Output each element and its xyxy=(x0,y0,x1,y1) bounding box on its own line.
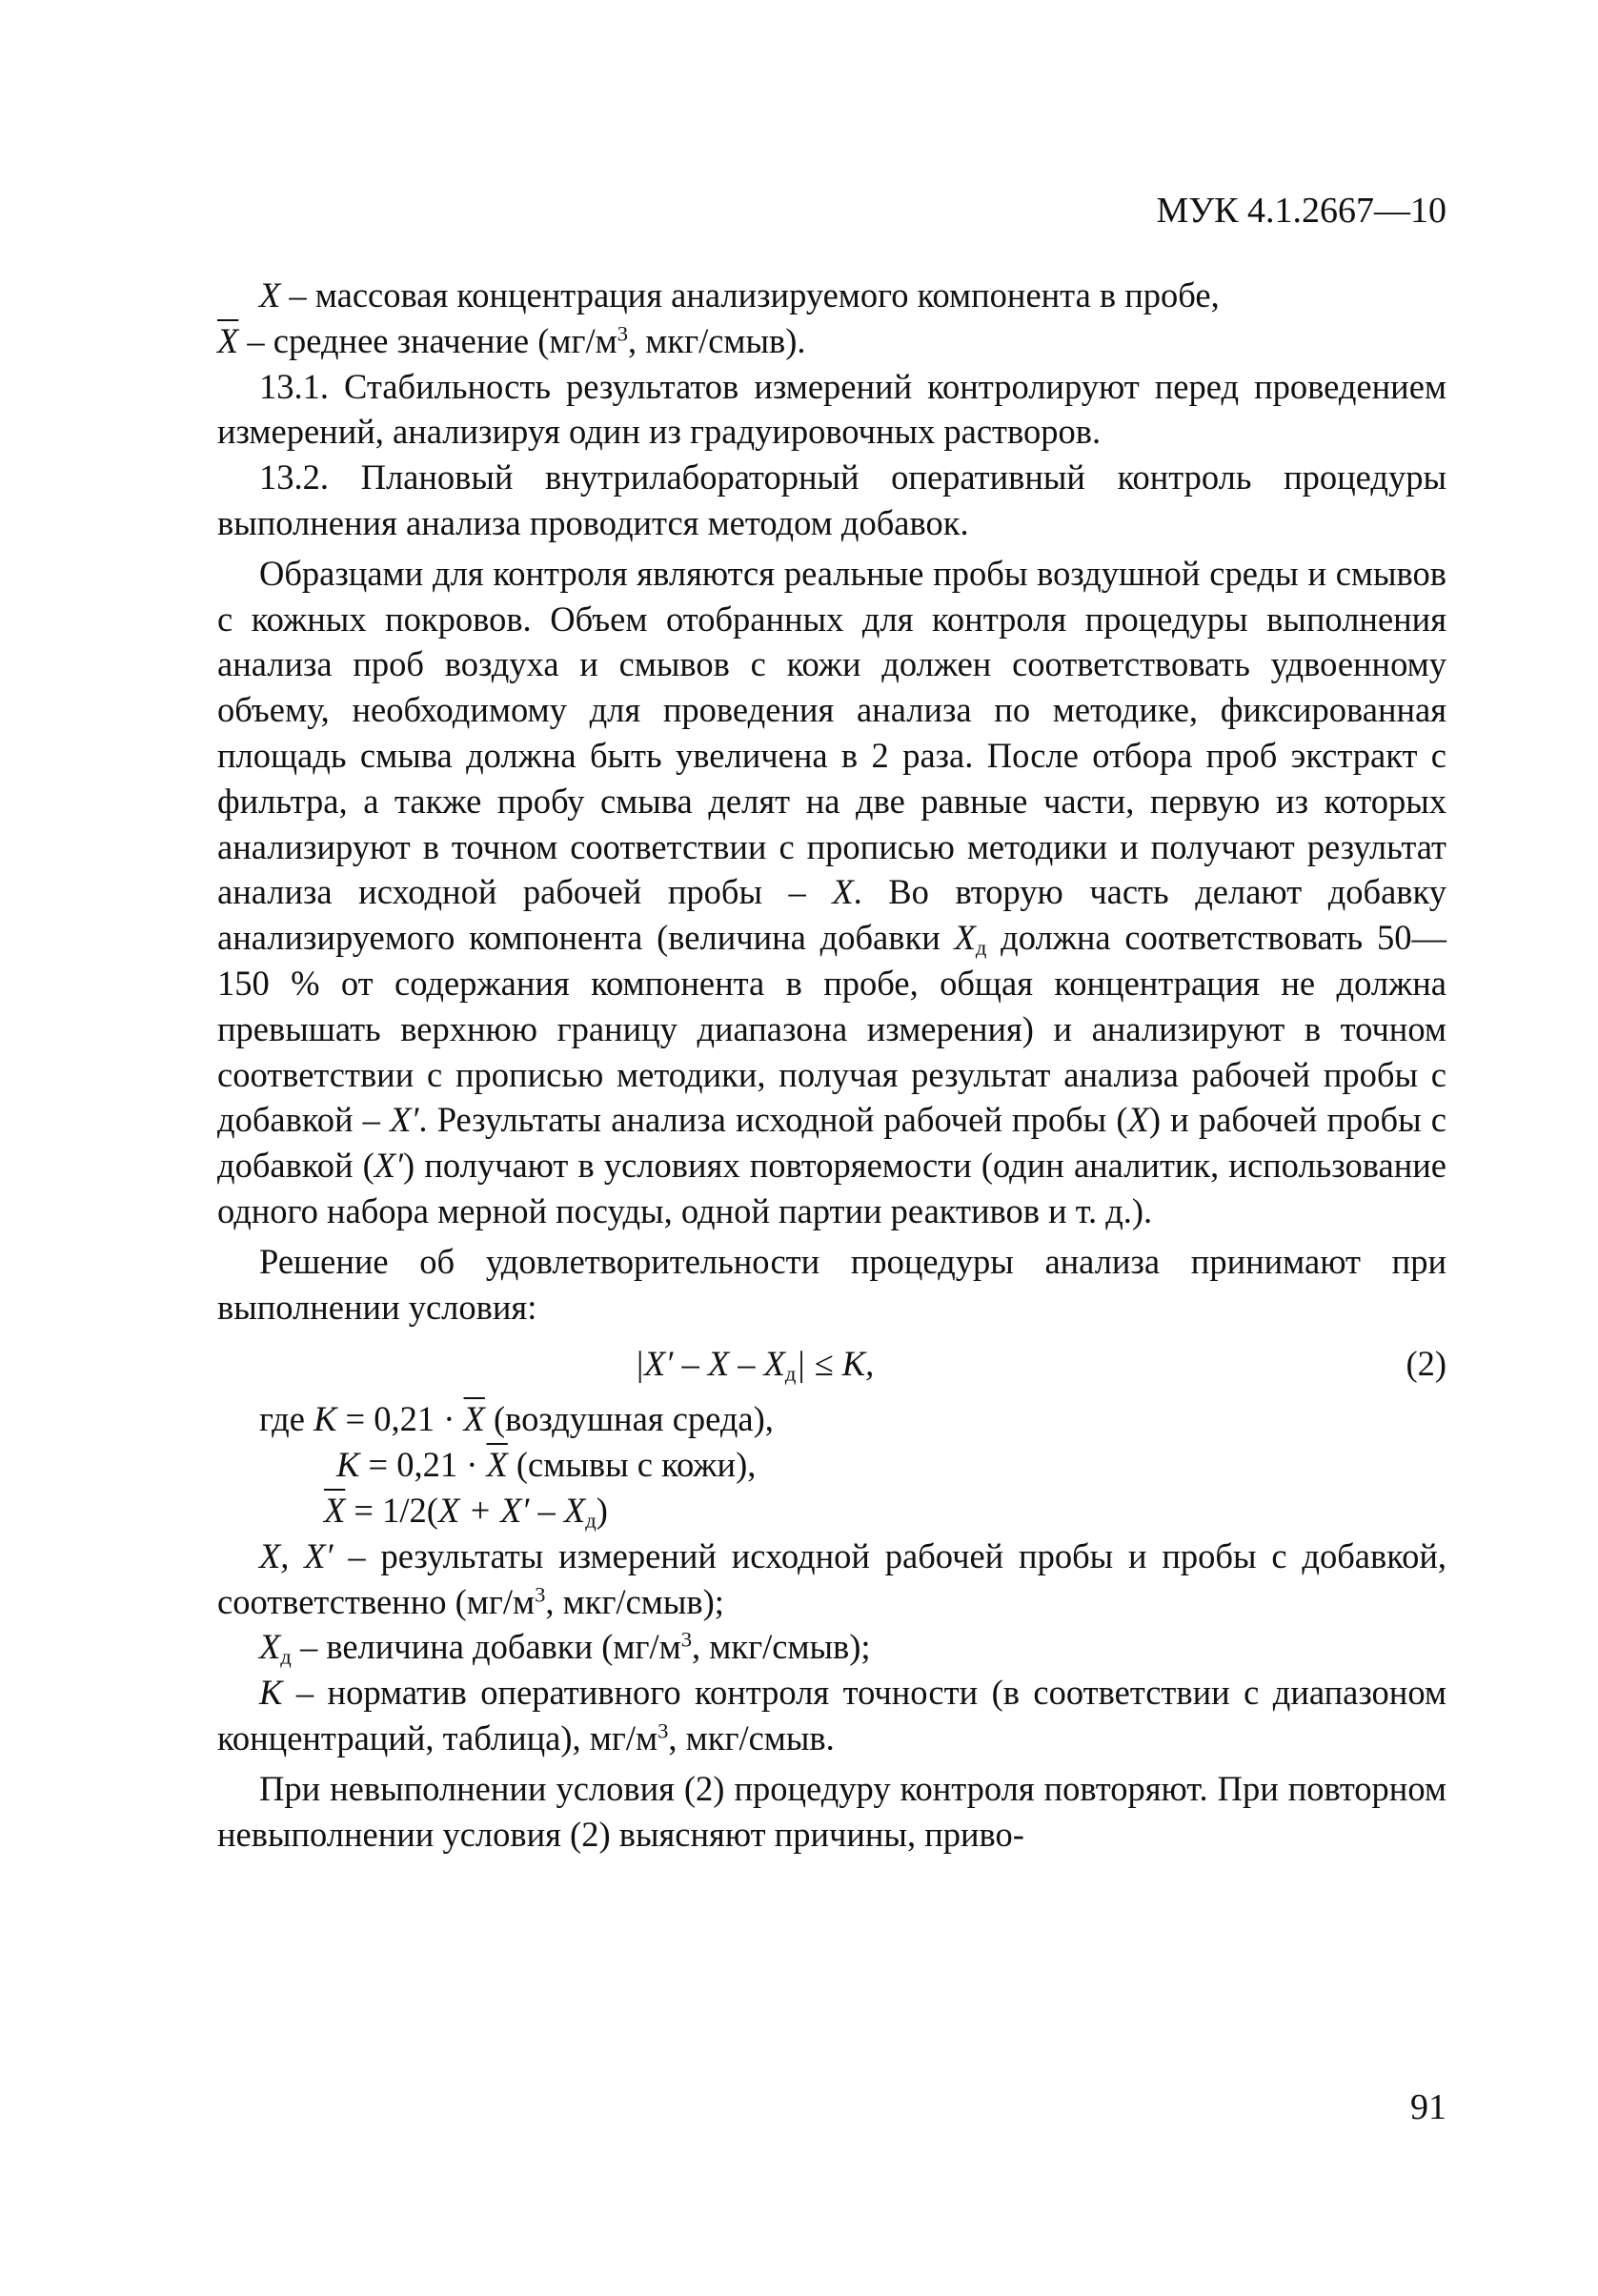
formula-2 xyxy=(217,1333,1446,1392)
formula-expression: $|X' - X - X_д| \le K$, xyxy=(635,1344,875,1386)
explanation-x-results: X, X′ – результаты измерений исходной рабочей пробы и пробы с добавкой, соответственно ($мг/м^3$, мкг/смыв); xyxy=(217,1535,1446,1621)
formula-number: (2) xyxy=(1406,1344,1446,1384)
explanation-addition: $X_д$ – величина добавки ($мг/м^3$, мкг/смыв); xyxy=(259,1627,871,1669)
section-13-2: 13.2. Плановый внутрилабораторный оперативный контроль процедуры выполнения анализа проводится методом добавок. xyxy=(217,457,1446,542)
closing-paragraph: При невыполнении условия (2) процедуру контроля повторяют. При повторном невыполнении условия (2) выясняют причины, приво- xyxy=(217,1768,1446,1854)
page-number: 91 xyxy=(1410,2087,1446,2127)
where-x-mean: $\overline{X} = 1/2(X + X' - X_д)$ xyxy=(324,1490,608,1533)
document-code-header: МУК 4.1.2667—10 xyxy=(1156,191,1446,231)
symbol-x: X xyxy=(259,275,281,315)
document-body xyxy=(217,273,1446,1857)
where-k-skin: $K = 0,21 \cdot \overline{X}$ (смывы с кожи), xyxy=(336,1445,757,1485)
section-13-1: 13.1. Стабильность результатов измерений контролируют перед проведением измерений, анализируя один из градуировочных растворов. xyxy=(217,366,1446,452)
where-k-air: где $K = 0,21 \cdot \overline{X}$ (воздушная среда), xyxy=(259,1399,774,1439)
definition-x: X – массовая концентрация анализируемого компонента в пробе, xyxy=(259,275,1220,315)
definition-x-mean: $\overline{X}$ – среднее значение ($мг/м^3$, мкг/смыв). xyxy=(217,320,806,360)
symbol-x-mean: $\overline{X}$ xyxy=(217,320,239,360)
control-procedure-paragraph: Образцами для контроля являются реальные пробы воздушной среды и смывов с кожных покровов. Объем отобранных для контроля процедуры выполнения анализа проб воздуха и смывов с кожи должен соответствовать удвоенному объему, необходимому для проведения анализа по методике, фиксированная площадь смыва должна быть увеличена в 2 раза. После отбора проб экстракт с фильтра, а также пробу смыва делят на две равные части, первую из которых анализируют в точном соответствии с прописью методики и получают результат анализа исходной рабочей пробы – X. Во вторую часть делают добавку анализируемого компонента (величина добавки $X_д$ должна соответствовать 50—150 % от содержания компонента в пробе, общая концентрация не должна превышать верхнюю границу диапазона измерения) и анализируют в точном соответствии с прописью методики, получая результат анализа рабочей пробы с добавкой – X′. Результаты анализа исходной рабочей пробы (X) и рабочей пробы с добавкой (X′) получают в условиях повторяемости (один аналитик, использование одного набора мерной посуды, одной партии реактивов и т. д.). xyxy=(217,553,1446,1230)
decision-paragraph: Решение об удовлетворительности процедуры анализа принимают при выполнении условия: xyxy=(217,1241,1446,1327)
explanation-k-norm: K – норматив оперативного контроля точности (в соответствии с диапазоном концентраций, таблица), $мг/м^3$, мкг/смыв. xyxy=(217,1673,1446,1758)
